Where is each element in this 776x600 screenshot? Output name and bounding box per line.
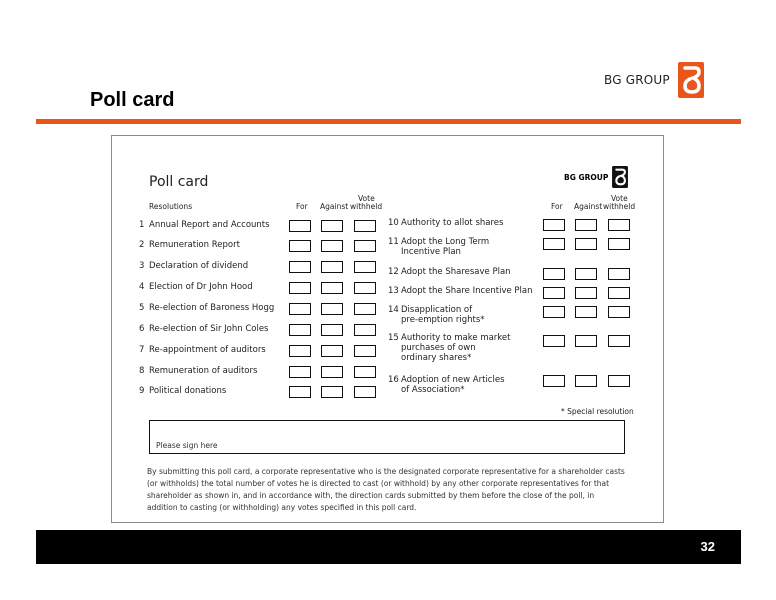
left-resolution-withheld-checkbox[interactable] [354, 345, 376, 357]
right-resolution-number: 15 [388, 333, 399, 343]
left-resolution-number: 8 [139, 366, 145, 376]
right-resolution-for-checkbox[interactable] [543, 219, 565, 231]
right-resolution-for-checkbox[interactable] [543, 238, 565, 250]
right-resolution-for-checkbox[interactable] [543, 335, 565, 347]
card-title: Poll card [149, 174, 209, 190]
right-resolution-for-checkbox[interactable] [543, 375, 565, 387]
right-for-header: For [551, 202, 563, 211]
right-resolution-against-checkbox[interactable] [575, 375, 597, 387]
right-resolution-for-checkbox[interactable] [543, 306, 565, 318]
right-resolution-label: of Association* [401, 385, 465, 395]
left-vote-header: Vote [358, 194, 375, 203]
page-number: 32 [700, 539, 715, 554]
card-logo-text: BG GROUP [564, 172, 609, 182]
bg-group-logo [604, 62, 704, 98]
left-resolution-number: 9 [139, 386, 145, 396]
left-resolution-label: Re-appointment of auditors [149, 345, 266, 355]
left-resolution-against-checkbox[interactable] [321, 324, 343, 336]
left-resolution-label: Declaration of dividend [149, 261, 249, 271]
left-resolution-for-checkbox[interactable] [289, 240, 311, 252]
left-resolution-against-checkbox[interactable] [321, 220, 343, 232]
left-resolution-for-checkbox[interactable] [289, 366, 311, 378]
poll-card [111, 135, 664, 523]
left-resolution-against-checkbox[interactable] [321, 345, 343, 357]
sign-here-label: Please sign here [156, 441, 218, 450]
right-resolution-against-checkbox[interactable] [575, 306, 597, 318]
right-resolution-withheld-checkbox[interactable] [608, 238, 630, 250]
left-resolution-number: 7 [139, 345, 145, 355]
right-against-header: Against [574, 202, 603, 211]
left-resolution-withheld-checkbox[interactable] [354, 240, 376, 252]
right-resolution-label: Adopt the Share Incentive Plan [401, 286, 533, 296]
left-resolution-withheld-checkbox[interactable] [354, 324, 376, 336]
left-resolution-for-checkbox[interactable] [289, 324, 311, 336]
right-resolution-label: Authority to allot shares [401, 218, 504, 228]
left-resolution-against-checkbox[interactable] [321, 386, 343, 398]
left-resolution-against-checkbox[interactable] [321, 366, 343, 378]
left-resolution-label: Remuneration of auditors [149, 366, 258, 376]
left-resolution-withheld-checkbox[interactable] [354, 282, 376, 294]
disclaimer-text: By submitting this poll card, a corporate representative who is the designated corporate representative for a shareholder casts (or withholds) the total number of votes he is directed to cast (or withhold) by any other corporate representatives for that shareholder as shown in, and in accordance with, the direction cards submitted by them before the close of the poll, in addition to casting (or withholding) any votes specified in this poll card. [147, 467, 625, 512]
left-resolution-for-checkbox[interactable] [289, 261, 311, 273]
right-resolution-number: 13 [388, 286, 399, 296]
left-resolution-against-checkbox[interactable] [321, 282, 343, 294]
left-resolution-for-checkbox[interactable] [289, 303, 311, 315]
footer-bar [36, 530, 741, 564]
right-resolution-for-checkbox[interactable] [543, 287, 565, 299]
signature-box[interactable] [149, 420, 625, 454]
right-resolution-number: 16 [388, 375, 399, 385]
left-resolution-withheld-checkbox[interactable] [354, 386, 376, 398]
left-resolution-for-checkbox[interactable] [289, 282, 311, 294]
right-resolution-number: 11 [388, 237, 399, 247]
left-resolution-label: Remuneration Report [149, 240, 240, 250]
right-resolution-against-checkbox[interactable] [575, 268, 597, 280]
right-withheld-header: withheld [603, 202, 636, 211]
bg-logo-mark-icon [678, 62, 704, 98]
right-resolution-label: Disapplication of [401, 305, 473, 315]
left-resolution-against-checkbox[interactable] [321, 303, 343, 315]
right-resolution-label: Adopt the Long Term [401, 237, 490, 247]
right-resolution-label: purchases of own [401, 343, 476, 353]
left-resolution-number: 3 [139, 261, 145, 271]
left-resolution-withheld-checkbox[interactable] [354, 220, 376, 232]
right-resolution-label: Adopt the Sharesave Plan [401, 267, 511, 277]
right-resolution-number: 14 [388, 305, 399, 315]
right-resolution-withheld-checkbox[interactable] [608, 268, 630, 280]
left-resolution-label: Political donations [149, 386, 227, 396]
left-resolution-number: 6 [139, 324, 145, 334]
left-resolution-against-checkbox[interactable] [321, 261, 343, 273]
card-logo [564, 166, 628, 188]
right-resolution-label: Incentive Plan [401, 247, 461, 257]
right-vote-header: Vote [611, 194, 628, 203]
left-resolution-withheld-checkbox[interactable] [354, 366, 376, 378]
right-resolution-for-checkbox[interactable] [543, 268, 565, 280]
left-resolution-withheld-checkbox[interactable] [354, 303, 376, 315]
logo-text: BG GROUP [604, 73, 670, 87]
right-resolution-label: Adoption of new Articles [401, 375, 505, 385]
right-resolution-label: pre-emption rights* [401, 315, 485, 325]
left-resolution-for-checkbox[interactable] [289, 386, 311, 398]
special-resolution-note: * Special resolution [561, 407, 634, 416]
right-resolution-withheld-checkbox[interactable] [608, 375, 630, 387]
left-withheld-header: withheld [350, 202, 383, 211]
right-resolution-against-checkbox[interactable] [575, 219, 597, 231]
left-resolution-label: Re-election of Baroness Hogg [149, 303, 275, 313]
left-resolution-number: 1 [139, 220, 145, 230]
right-resolution-withheld-checkbox[interactable] [608, 287, 630, 299]
resolutions-header: Resolutions [149, 202, 193, 211]
right-resolution-number: 12 [388, 267, 399, 277]
right-resolution-number: 10 [388, 218, 399, 228]
left-resolution-label: Election of Dr John Hood [149, 282, 253, 292]
left-resolution-number: 4 [139, 282, 145, 292]
right-resolution-withheld-checkbox[interactable] [608, 335, 630, 347]
orange-divider [36, 119, 741, 124]
left-resolution-label: Re-election of Sir John Coles [149, 324, 269, 334]
right-resolution-withheld-checkbox[interactable] [608, 306, 630, 318]
right-resolution-withheld-checkbox[interactable] [608, 219, 630, 231]
left-resolution-against-checkbox[interactable] [321, 240, 343, 252]
left-resolution-for-checkbox[interactable] [289, 345, 311, 357]
right-resolution-against-checkbox[interactable] [575, 287, 597, 299]
right-resolution-label: Authority to make market [401, 333, 511, 343]
left-resolution-label: Annual Report and Accounts [149, 220, 270, 230]
right-resolution-against-checkbox[interactable] [575, 335, 597, 347]
left-resolution-withheld-checkbox[interactable] [354, 261, 376, 273]
left-resolution-for-checkbox[interactable] [289, 220, 311, 232]
slide-title: Poll card [90, 89, 175, 111]
left-resolution-number: 2 [139, 240, 145, 250]
right-resolution-label: ordinary shares* [401, 353, 472, 363]
card-logo-mark-icon [612, 166, 628, 188]
right-resolution-against-checkbox[interactable] [575, 238, 597, 250]
left-resolution-number: 5 [139, 303, 145, 313]
left-for-header: For [296, 202, 308, 211]
left-against-header: Against [320, 202, 349, 211]
